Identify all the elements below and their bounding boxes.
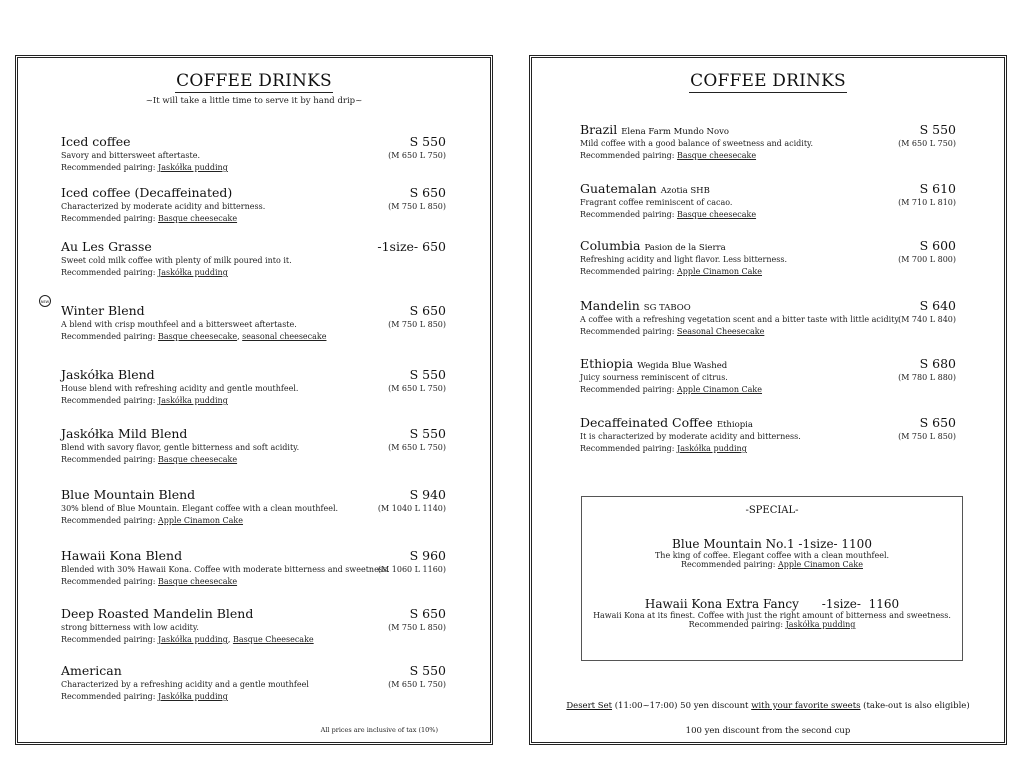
item-description: Characterized by moderate acidity and bitterness. <box>61 202 266 211</box>
item-description: strong bitterness with low acidity. <box>61 623 199 632</box>
special-item-pairing: Recommended pairing: Jaskółka pudding <box>688 620 856 629</box>
item-pairing: Recommended pairing: Apple Cinamon Cake <box>580 267 763 276</box>
menu-item <box>61 367 446 408</box>
second-cup-note: 100 yen discount from the second cup <box>685 726 851 736</box>
item-name: American <box>61 663 122 678</box>
item-pairing: Recommended pairing: Basque cheesecake, seasonal cheesecake <box>61 332 327 341</box>
item-name: Guatemalan Azotia SHB <box>580 181 710 196</box>
left-menu-title: COFFEE DRINKS <box>176 71 332 91</box>
item-pairing: Recommended pairing: Basque cheesecake <box>61 214 238 223</box>
item-sizes: (M 750 L 850) <box>388 320 446 329</box>
item-name: Hawaii Kona Blend <box>61 548 183 563</box>
item-pairing: Recommended pairing: Apple Cinamon Cake <box>580 385 763 394</box>
item-price: -1size- 650 <box>377 239 446 254</box>
item-price: S 550 <box>409 367 446 382</box>
special-item-name: Blue Mountain No.1 -1size- 1100 <box>672 537 872 551</box>
item-origin: Azotia SHB <box>660 186 710 196</box>
item-pairing: Recommended pairing: Jaskółka pudding <box>61 163 228 172</box>
item-name: Ethiopia Wegida Blue Washed <box>580 356 728 371</box>
item-description: Sweet cold milk coffee with plenty of milk poured into it. <box>61 256 292 265</box>
item-name: Iced coffee (Decaffeinated) <box>61 185 233 200</box>
right-menu-panel <box>529 55 1007 745</box>
item-description: A blend with crisp mouthfeel and a bittersweet aftertaste. <box>61 320 297 329</box>
right-menu-title: COFFEE DRINKS <box>690 71 846 91</box>
special-item <box>582 597 962 629</box>
item-pairing: Recommended pairing: Jaskółka pudding <box>580 444 747 453</box>
item-price: S 650 <box>409 303 446 318</box>
item-sizes: (M 650 L 750) <box>388 384 446 393</box>
menu-item <box>61 303 446 344</box>
item-sizes: (M 650 L 750) <box>388 680 446 689</box>
item-price: S 550 <box>409 426 446 441</box>
item-sizes: (M 740 L 840) <box>898 315 956 324</box>
item-sizes: (M 650 L 750) <box>388 443 446 452</box>
item-description: Blended with 30% Hawaii Kona. Coffee with moderate bitterness and sweetness. <box>61 565 390 574</box>
special-item-description: The king of coffee. Elegant coffee with a clean mouthfeel. <box>654 551 890 560</box>
special-section <box>581 496 963 661</box>
item-sizes: (M 750 L 850) <box>388 623 446 632</box>
item-description: It is characterized by moderate acidity and bitterness. <box>580 432 801 441</box>
menu-item <box>61 606 446 647</box>
item-pairing: Recommended pairing: Basque cheesecake <box>580 210 757 219</box>
special-item-description: Hawaii Kona at its finest. Coffee with just the right amount of bitterness and sweetness. <box>593 611 951 620</box>
item-sizes: (M 750 L 850) <box>388 202 446 211</box>
item-sizes: (M 710 L 810) <box>898 198 956 207</box>
item-origin: Elena Farm Mundo Novo <box>621 127 730 137</box>
menu-item <box>580 356 956 397</box>
item-price: S 650 <box>919 415 956 430</box>
item-price: S 610 <box>919 181 956 196</box>
menu-item <box>61 239 446 280</box>
new-badge-icon: NEW <box>39 295 51 307</box>
left-menu-subtitle: ~It will take a little time to serve it by hand drip~ <box>145 96 363 106</box>
item-description: House blend with refreshing acidity and gentle mouthfeel. <box>61 384 299 393</box>
item-name: Jaskółka Mild Blend <box>61 426 188 441</box>
special-item <box>582 537 962 569</box>
item-name: Deep Roasted Mandelin Blend <box>61 606 254 621</box>
item-description: A coffee with a refreshing vegetation scent and a bitter taste with little acidity. <box>580 315 901 324</box>
item-origin: Ethiopia <box>716 420 753 430</box>
item-name: Decaffeinated Coffee Ethiopia <box>580 415 753 430</box>
item-price: S 680 <box>919 356 956 371</box>
item-pairing: Recommended pairing: Basque cheesecake <box>61 455 238 464</box>
menu-item <box>580 415 956 456</box>
item-description: Refreshing acidity and light flavor. Less bitterness. <box>580 255 787 264</box>
item-price: S 650 <box>409 185 446 200</box>
special-item-name: Hawaii Kona Extra Fancy -1size- 1160 <box>644 597 900 611</box>
menu-item <box>61 487 446 528</box>
item-sizes: (M 700 L 800) <box>898 255 956 264</box>
menu-item <box>580 298 956 339</box>
item-origin: SG TABOO <box>643 303 691 313</box>
item-price: S 640 <box>919 298 956 313</box>
item-name: Iced coffee <box>61 134 131 149</box>
item-name: Mandelin SG TABOO <box>580 298 691 313</box>
item-pairing: Recommended pairing: Apple Cinamon Cake <box>61 516 244 525</box>
item-name: Columbia Pasion de la Sierra <box>580 238 726 253</box>
item-pairing: Recommended pairing: Seasonal Cheesecake <box>580 327 765 336</box>
item-price: S 960 <box>409 548 446 563</box>
item-description: Characterized by a refreshing acidity and a gentle mouthfeel <box>61 680 309 689</box>
item-name: Jaskółka Blend <box>61 367 155 382</box>
special-title: -SPECIAL- <box>745 505 799 516</box>
item-origin: Pasion de la Sierra <box>644 243 726 253</box>
desert-set-note: Desert Set (11:00~17:00) 50 yen discount with your favorite sweets (take-out is also eligible) <box>566 701 970 711</box>
item-description: Fragrant coffee reminiscent of cacao. <box>580 198 733 207</box>
item-price: S 550 <box>409 134 446 149</box>
item-pairing: Recommended pairing: Jaskółka pudding <box>61 692 228 701</box>
item-pairing: Recommended pairing: Jaskółka pudding <box>61 268 228 277</box>
item-pairing: Recommended pairing: Jaskółka pudding <box>61 396 228 405</box>
item-pairing: Recommended pairing: Basque cheesecake <box>61 577 238 586</box>
item-sizes: (M 750 L 850) <box>898 432 956 441</box>
item-sizes: (M 650 L 750) <box>388 151 446 160</box>
menu-item <box>580 122 956 163</box>
menu-item <box>61 134 446 175</box>
left-menu-panel <box>15 55 493 745</box>
menu-item <box>580 181 956 222</box>
item-pairing: Recommended pairing: Basque cheesecake <box>580 151 757 160</box>
item-description: Juicy sourness reminiscent of citrus. <box>580 373 728 382</box>
menu-item <box>61 548 446 589</box>
item-price: S 550 <box>919 122 956 137</box>
menu-item <box>580 238 956 279</box>
item-price: S 600 <box>919 238 956 253</box>
item-price: S 550 <box>409 663 446 678</box>
item-name: Blue Mountain Blend <box>61 487 196 502</box>
item-sizes: (M 650 L 750) <box>898 139 956 148</box>
item-sizes: (M 780 L 880) <box>898 373 956 382</box>
item-name: Au Les Grasse <box>61 239 152 254</box>
item-origin: Wegida Blue Washed <box>637 361 728 371</box>
item-name: Brazil Elena Farm Mundo Novo <box>580 122 730 137</box>
menu-item <box>61 663 446 704</box>
item-sizes: (M 1060 L 1160) <box>377 565 446 574</box>
item-description: 30% blend of Blue Mountain. Elegant coffee with a clean mouthfeel. <box>61 504 339 513</box>
item-pairing: Recommended pairing: Jaskółka pudding, Basque Cheesecake <box>61 635 314 644</box>
item-price: S 650 <box>409 606 446 621</box>
item-description: Savory and bittersweet aftertaste. <box>61 151 200 160</box>
item-name: Winter Blend <box>61 303 145 318</box>
menu-item <box>61 426 446 467</box>
item-price: S 940 <box>409 487 446 502</box>
item-description: Mild coffee with a good balance of sweetness and acidity. <box>580 139 814 148</box>
special-item-pairing: Recommended pairing: Apple Cinamon Cake <box>680 560 863 569</box>
item-sizes: (M 1040 L 1140) <box>377 504 446 513</box>
menu-item <box>61 185 446 226</box>
tax-note: All prices are inclusive of tax (10%) <box>320 726 438 734</box>
item-description: Blend with savory flavor, gentle bitterness and soft acidity. <box>61 443 300 452</box>
